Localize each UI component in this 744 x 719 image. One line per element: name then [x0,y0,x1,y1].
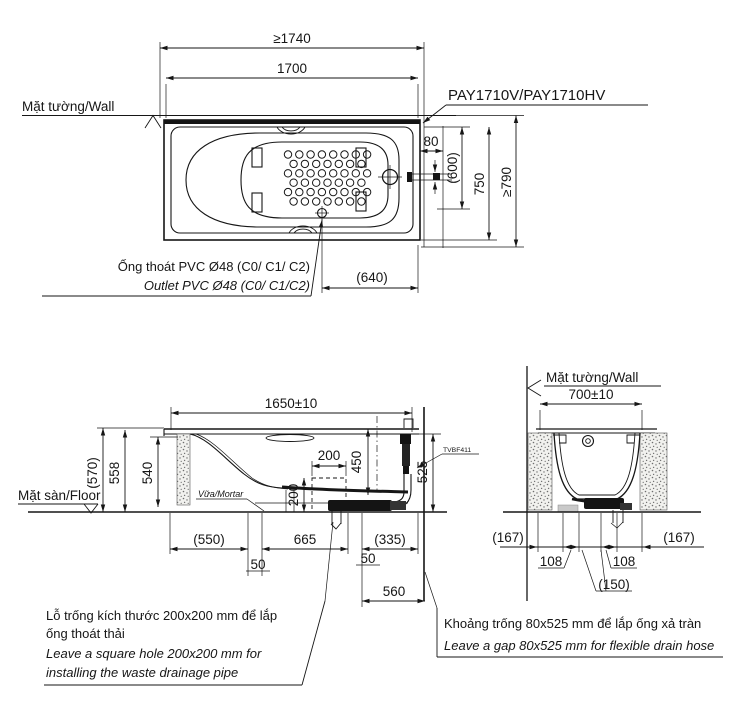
dim-167-right: (167) [663,530,695,545]
wall-block-right [640,433,667,510]
note-gap-box [425,572,723,657]
dim-700: 700±10 [568,387,614,402]
plan-view [22,31,648,296]
note-hole-leader [325,522,333,601]
note-hole-en-line2: installing the waste drainage pipe [46,665,239,680]
grip-rect-left-bottom [252,193,262,212]
dim-540: 540 [140,461,155,485]
note-hole-border-diagonal [302,601,325,685]
anti-slip-dot-grid [284,151,371,205]
note-gap-leader [425,572,437,608]
wall-label-plan: Mặt tường/Wall [22,99,115,114]
dim-560: 560 [382,584,406,599]
dim-80: 80 [423,134,439,149]
dim-tub-length: 1700 [276,61,308,76]
rim-hook-right [627,435,640,443]
note-hole-en-line1: Leave a square hole 200x200 mm for [46,646,262,661]
mortar-label: Vữa/Mortar [198,489,244,499]
wall-label-end: Mặt tường/Wall [546,370,639,385]
dim-750: 750 [472,172,487,196]
note-hole-vi-line2: ống thoát thải [46,626,125,641]
note-gap-vi: Khoảng trống 80x525 mm để lắp ống xả tràn [444,616,702,631]
drain-assembly-end [584,498,624,509]
note-hole-box [44,522,333,685]
dim-50-right: 50 [360,551,376,566]
dim-108-left: 108 [539,554,563,569]
dim-665: 665 [293,532,317,547]
dim-150: (150) [598,577,630,592]
dim-hole-width: 200 [317,448,341,463]
note-gap-en: Leave a gap 80x525 mm for flexible drain hose [444,638,715,653]
valve-label: TVBF411 [443,447,472,454]
dim-558: 558 [107,461,122,485]
outlet-note-en: Outlet PVC Ø48 (C0/ C1/C2) [143,278,310,293]
tub-back-slope [190,434,282,488]
dim-335: (335) [374,532,406,547]
dim-450: 450 [349,450,364,474]
dim-hole-height: 200 [286,483,301,507]
wall-hatch-mark [145,116,161,129]
dim-overall-length: ≥1740 [273,31,311,46]
end-view [492,366,704,601]
overflow-slot-side [266,435,314,442]
side-view [18,396,479,607]
apron-hatch [177,434,190,505]
product-code: PAY1710V/PAY1710HV [448,87,606,104]
outlet-note-vi: Ống thoát PVC Ø48 (C0/ C1/ C2) [117,259,310,274]
note-hole-vi-line1: Lỗ trống kích thước 200x200 mm để lắp [46,608,278,623]
dim-600: (600) [445,152,460,184]
support-block [558,505,578,512]
tub-section-inner [559,433,635,495]
dim-167-left: (167) [492,530,524,545]
dim-550: (550) [193,532,225,547]
dim-50-left: 50 [250,557,266,572]
overflow-fitting-side [403,466,409,474]
wall-block-left [528,433,552,510]
drain-assembly-side [328,500,392,511]
overflow-fitting-end [583,436,594,447]
product-code-leader [423,105,446,123]
grip-rect-left-top [252,148,262,167]
wall-arrow [528,380,541,396]
dim-108-right: 108 [612,554,636,569]
floor-label: Mặt sàn/Floor [18,488,101,503]
dim-1650: 1650±10 [264,396,318,411]
dim-525: 525 [415,460,430,484]
dim-790: ≥790 [499,167,514,197]
dim-570: (570) [85,457,100,489]
dim-640: (640) [356,270,388,285]
overflow-mark [407,172,412,182]
